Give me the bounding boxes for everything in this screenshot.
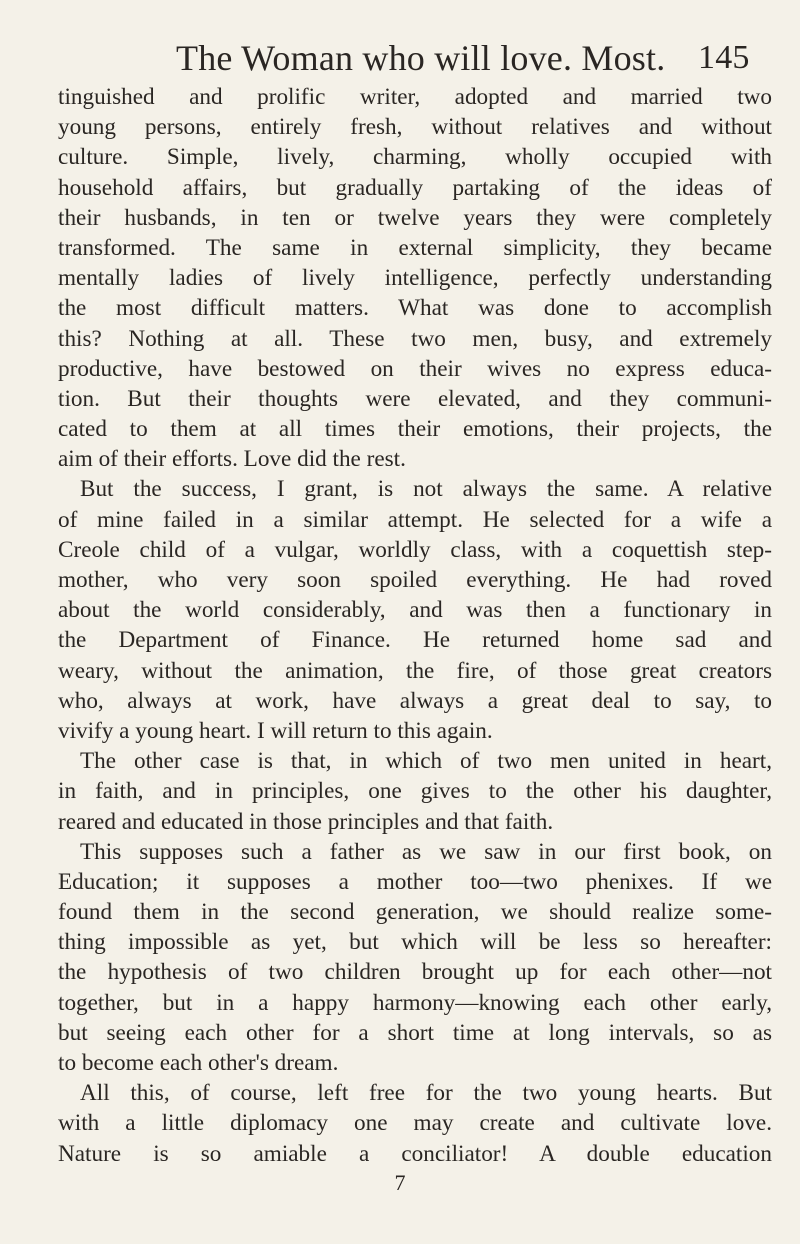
text-line: this? Nothing at all. These two men, busy, and extremely: [58, 325, 772, 352]
text-line: productive, have bestowed on their wives no express educa-: [58, 355, 772, 382]
running-head-title: The Woman who will love. Most.: [176, 38, 666, 78]
text-line: who, always at work, have always a great deal to say, to: [58, 687, 772, 714]
text-line: the hypothesis of two children brought up for each other—not: [58, 959, 772, 986]
text-line: found them in the second generation, we should realize some-: [58, 899, 772, 926]
text-line: young persons, entirely fresh, without relatives and without: [58, 114, 772, 141]
text-line: tinguished and prolific writer, adopted and married two: [58, 84, 772, 110]
text-line: thing impossible as yet, but which will be less so hereafter:: [58, 929, 772, 956]
text-line: household affairs, but gradually partaking of the ideas of: [58, 174, 772, 201]
text-line: mother, who very soon spoiled everything. He had roved: [58, 567, 772, 593]
body-text: [58, 82, 772, 1169]
text-line: vivify a young heart. I will return to this again.: [58, 717, 493, 744]
text-line: together, but in a happy harmony—knowing each other early,: [58, 989, 772, 1016]
text-line: reared and educated in those principles and that faith.: [58, 808, 554, 835]
text-line: to become each other's dream.: [58, 1050, 339, 1076]
text-line: But the success, I grant, is not always the same. A relative: [80, 476, 772, 503]
text-line: with a little diplomacy one may create and cultivate love.: [58, 1110, 772, 1137]
signature-mark: 7: [394, 1170, 406, 1195]
page-number: 145: [698, 39, 750, 76]
text-line: Education; it supposes a mother too—two phenixes. If we: [58, 868, 772, 895]
text-line: but seeing each other for a short time at long intervals, so as: [58, 1019, 772, 1046]
text-line: the most difficult matters. What was done to accomplish: [58, 295, 772, 322]
text-line: mentally ladies of lively intelligence, perfectly understanding: [58, 265, 772, 292]
text-line: Nature is so amiable a conciliator! A double education: [58, 1140, 772, 1167]
text-line: their husbands, in ten or twelve years they were completely: [58, 204, 772, 231]
text-line: This supposes such a father as we saw in our first book, on: [80, 838, 772, 865]
text-line: aim of their efforts. Love did the rest.: [58, 446, 406, 473]
text-line: culture. Simple, lively, charming, wholly occupied with: [58, 144, 772, 171]
running-head: [176, 28, 776, 88]
text-line: in faith, and in principles, one gives to the other his daughter,: [58, 778, 772, 805]
text-line: All this, of course, left free for the two young hearts. But: [80, 1080, 772, 1107]
text-line: cated to them at all times their emotions, their projects, the: [58, 416, 772, 443]
text-line: Creole child of a vulgar, worldly class, with a coquettish step-: [58, 536, 772, 563]
text-line: the Department of Finance. He returned home sad and: [58, 627, 772, 654]
text-line: transformed. The same in external simplicity, they became: [58, 234, 772, 261]
text-line: weary, without the animation, the fire, of those great creators: [58, 657, 772, 684]
text-line: about the world considerably, and was then a functionary in: [58, 597, 772, 624]
text-line: tion. But their thoughts were elevated, and they communi-: [58, 385, 772, 412]
text-line: of mine failed in a similar attempt. He selected for a wife a: [58, 506, 772, 533]
text-line: The other case is that, in which of two men united in heart,: [80, 748, 772, 775]
